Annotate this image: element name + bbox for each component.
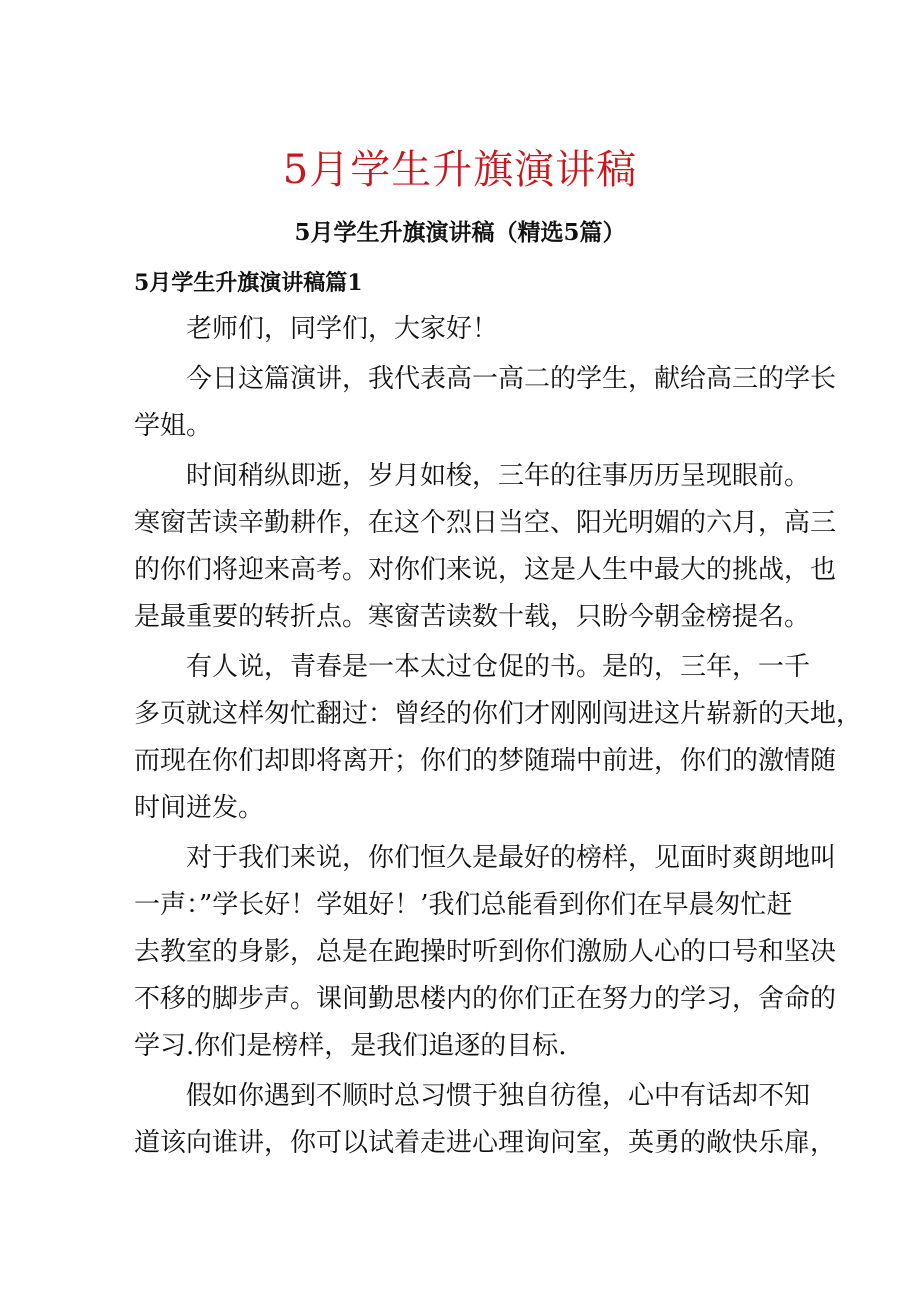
paragraph-counseling	[134, 1073, 837, 1167]
text-line: 道该向谁讲，你可以试着走进心理询问室，英勇的敞快乐扉，	[134, 1128, 837, 1158]
text-line: 是最重要的转折点。寒窗苦读数十载，只盼今朝金榜提名。	[134, 602, 811, 632]
paragraph-greeting	[134, 306, 794, 353]
paragraph-time	[134, 453, 837, 641]
paragraph-youth	[134, 644, 863, 832]
text-line: 有人说，青春是一本太过仓促的书。是的，三年，一千	[186, 652, 811, 682]
document-subtitle: 5月学生升旗演讲稿（精选5篇）	[294, 219, 626, 246]
text-line: 时间迸发。	[134, 793, 265, 823]
text-line: 多页就这样匆忙翻过：曾经的你们才刚刚闯进这片崭新的天地，	[134, 699, 863, 729]
text-line: 去教室的身影，总是在跑操时听到你们激励人心的口号和坚决	[134, 937, 837, 967]
text-line: 今日这篇演讲，我代表高一高二的学生，献给高三的学长	[186, 364, 837, 394]
paragraph-intro	[134, 356, 837, 450]
text-line: 一声：”学长好！学姐好！’我们总能看到你们在早晨匆忙赶	[134, 890, 793, 920]
text-line: 老师们，同学们，大家好！	[186, 314, 499, 344]
text-line: 寒窗苦读辛勤耕作，在这个烈日当空、阳光明媚的六月，高三	[134, 508, 837, 538]
document-body	[134, 306, 863, 1170]
text-line: 学习.你们是榜样，是我们追逐的目标.	[134, 1031, 567, 1061]
text-line: 学姐。	[134, 411, 213, 441]
text-line: 而现在你们却即将离开；你们的梦随瑞中前进，你们的激情随	[134, 746, 837, 776]
paragraph-role-model	[134, 835, 837, 1070]
page-title: 5月学生升旗演讲稿	[282, 147, 638, 193]
text-line: 不移的脚步声。课间勤思楼内的你们正在努力的学习，舍命的	[134, 984, 837, 1014]
text-line: 假如你遇到不顺时总习惯于独自彷徨，心中有话却不知	[186, 1081, 811, 1111]
section-heading: 5月学生升旗演讲稿篇1	[134, 270, 363, 296]
text-line: 时间稍纵即逝，岁月如梭，三年的往事历历呈现眼前。	[186, 461, 811, 491]
text-line: 的你们将迎来高考。对你们来说，这是人生中最大的挑战，也	[134, 555, 837, 585]
text-line: 对于我们来说，你们恒久是最好的榜样，见面时爽朗地叫	[186, 843, 837, 873]
